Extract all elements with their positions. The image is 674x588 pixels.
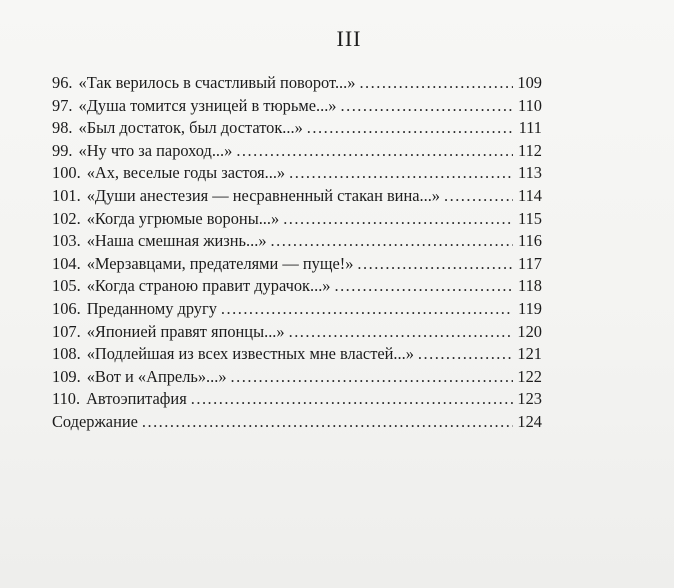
entry-title: Преданному другу bbox=[86, 298, 217, 318]
table-of-contents bbox=[52, 72, 542, 434]
entry-title: «Наша смешная жизнь...» bbox=[86, 231, 267, 251]
entry-number: 106. bbox=[52, 298, 81, 318]
entry-number: 98. bbox=[52, 118, 73, 138]
entry-title: «Когда страною правит дурачок...» bbox=[86, 276, 331, 296]
toc-entry-contents bbox=[52, 411, 542, 434]
entry-number: 97. bbox=[52, 95, 73, 115]
entry-title: «Ну что за пароход...» bbox=[78, 140, 233, 160]
entry-number: 110. bbox=[52, 389, 81, 409]
dot-leader bbox=[191, 388, 513, 411]
entry-title: «Японией правят японцы...» bbox=[86, 321, 285, 341]
entry-title: «Подлейшая из всех известных мне властей...» bbox=[86, 344, 414, 364]
entry-title: «Был достаток, был достаток...» bbox=[78, 118, 303, 138]
entry-page-number: 120 bbox=[517, 321, 542, 341]
entry-number: 103. bbox=[52, 231, 81, 251]
dot-leader bbox=[289, 162, 513, 185]
entry-title: «Мерзавцами, предателями — пуще!» bbox=[86, 253, 354, 273]
toc-entry bbox=[52, 298, 542, 321]
entry-page-number: 109 bbox=[517, 73, 542, 92]
entry-title: «Души анестезия — несравненный стакан вина...» bbox=[86, 185, 440, 205]
entry-page-number: 121 bbox=[517, 344, 542, 364]
dot-leader bbox=[289, 321, 513, 344]
dot-leader bbox=[271, 230, 513, 253]
entry-title: «Душа томится узницей в тюрьме...» bbox=[78, 95, 337, 115]
dot-leader bbox=[341, 95, 514, 118]
entry-number: 109. bbox=[52, 366, 81, 386]
entry-page-number: 111 bbox=[518, 118, 542, 138]
dot-leader bbox=[334, 275, 513, 298]
entry-title: «Когда угрюмые вороны...» bbox=[86, 208, 280, 228]
entry-title: Содержание bbox=[52, 411, 138, 431]
entry-page-number: 118 bbox=[518, 276, 542, 296]
toc-entry bbox=[52, 117, 542, 140]
entry-number: 108. bbox=[52, 344, 81, 364]
entry-page-number: 110 bbox=[518, 95, 542, 115]
entry-page-number: 114 bbox=[518, 185, 542, 205]
entry-page-number: 113 bbox=[518, 163, 542, 183]
entry-number: 101. bbox=[52, 185, 81, 205]
dot-leader bbox=[231, 366, 513, 389]
dot-leader bbox=[236, 140, 513, 163]
dot-leader bbox=[221, 298, 513, 321]
entry-number: 102. bbox=[52, 208, 81, 228]
entry-title: «Так верилось в счастливый поворот...» bbox=[78, 73, 356, 92]
entry-page-number: 119 bbox=[518, 298, 542, 318]
toc-entry bbox=[52, 208, 542, 231]
entry-number: 96. bbox=[52, 73, 73, 92]
entry-page-number: 122 bbox=[517, 366, 542, 386]
toc-entry bbox=[52, 388, 542, 411]
entry-page-number: 124 bbox=[517, 411, 542, 431]
entry-title: Автоэпитафия bbox=[86, 389, 187, 409]
entry-title: «Вот и «Апрель»...» bbox=[86, 366, 227, 386]
entry-number: 104. bbox=[52, 253, 81, 273]
toc-entry bbox=[52, 321, 542, 344]
entry-page-number: 116 bbox=[518, 231, 542, 251]
toc-entry bbox=[52, 95, 542, 118]
entry-title: «Ах, веселые годы застоя...» bbox=[86, 163, 286, 183]
toc-entry bbox=[52, 162, 542, 185]
toc-entry bbox=[52, 343, 542, 366]
entry-number: 105. bbox=[52, 276, 81, 296]
entry-number: 100. bbox=[52, 163, 81, 183]
dot-leader bbox=[444, 185, 513, 208]
dot-leader bbox=[357, 253, 513, 276]
dot-leader bbox=[418, 343, 513, 366]
toc-entry bbox=[52, 253, 542, 276]
entry-page-number: 123 bbox=[517, 389, 542, 409]
entry-page-number: 117 bbox=[518, 253, 542, 273]
dot-leader bbox=[359, 72, 513, 95]
dot-leader bbox=[142, 411, 513, 434]
toc-entry bbox=[52, 230, 542, 253]
entry-page-number: 115 bbox=[518, 208, 542, 228]
entry-number: 99. bbox=[52, 140, 73, 160]
toc-entry bbox=[52, 275, 542, 298]
toc-entry bbox=[52, 72, 542, 95]
entry-page-number: 112 bbox=[518, 140, 542, 160]
page-number: III bbox=[336, 26, 362, 51]
toc-entry bbox=[52, 185, 542, 208]
dot-leader bbox=[283, 208, 513, 231]
dot-leader bbox=[307, 117, 513, 140]
toc-entry bbox=[52, 366, 542, 389]
toc-entry bbox=[52, 140, 542, 163]
entry-number: 107. bbox=[52, 321, 81, 341]
